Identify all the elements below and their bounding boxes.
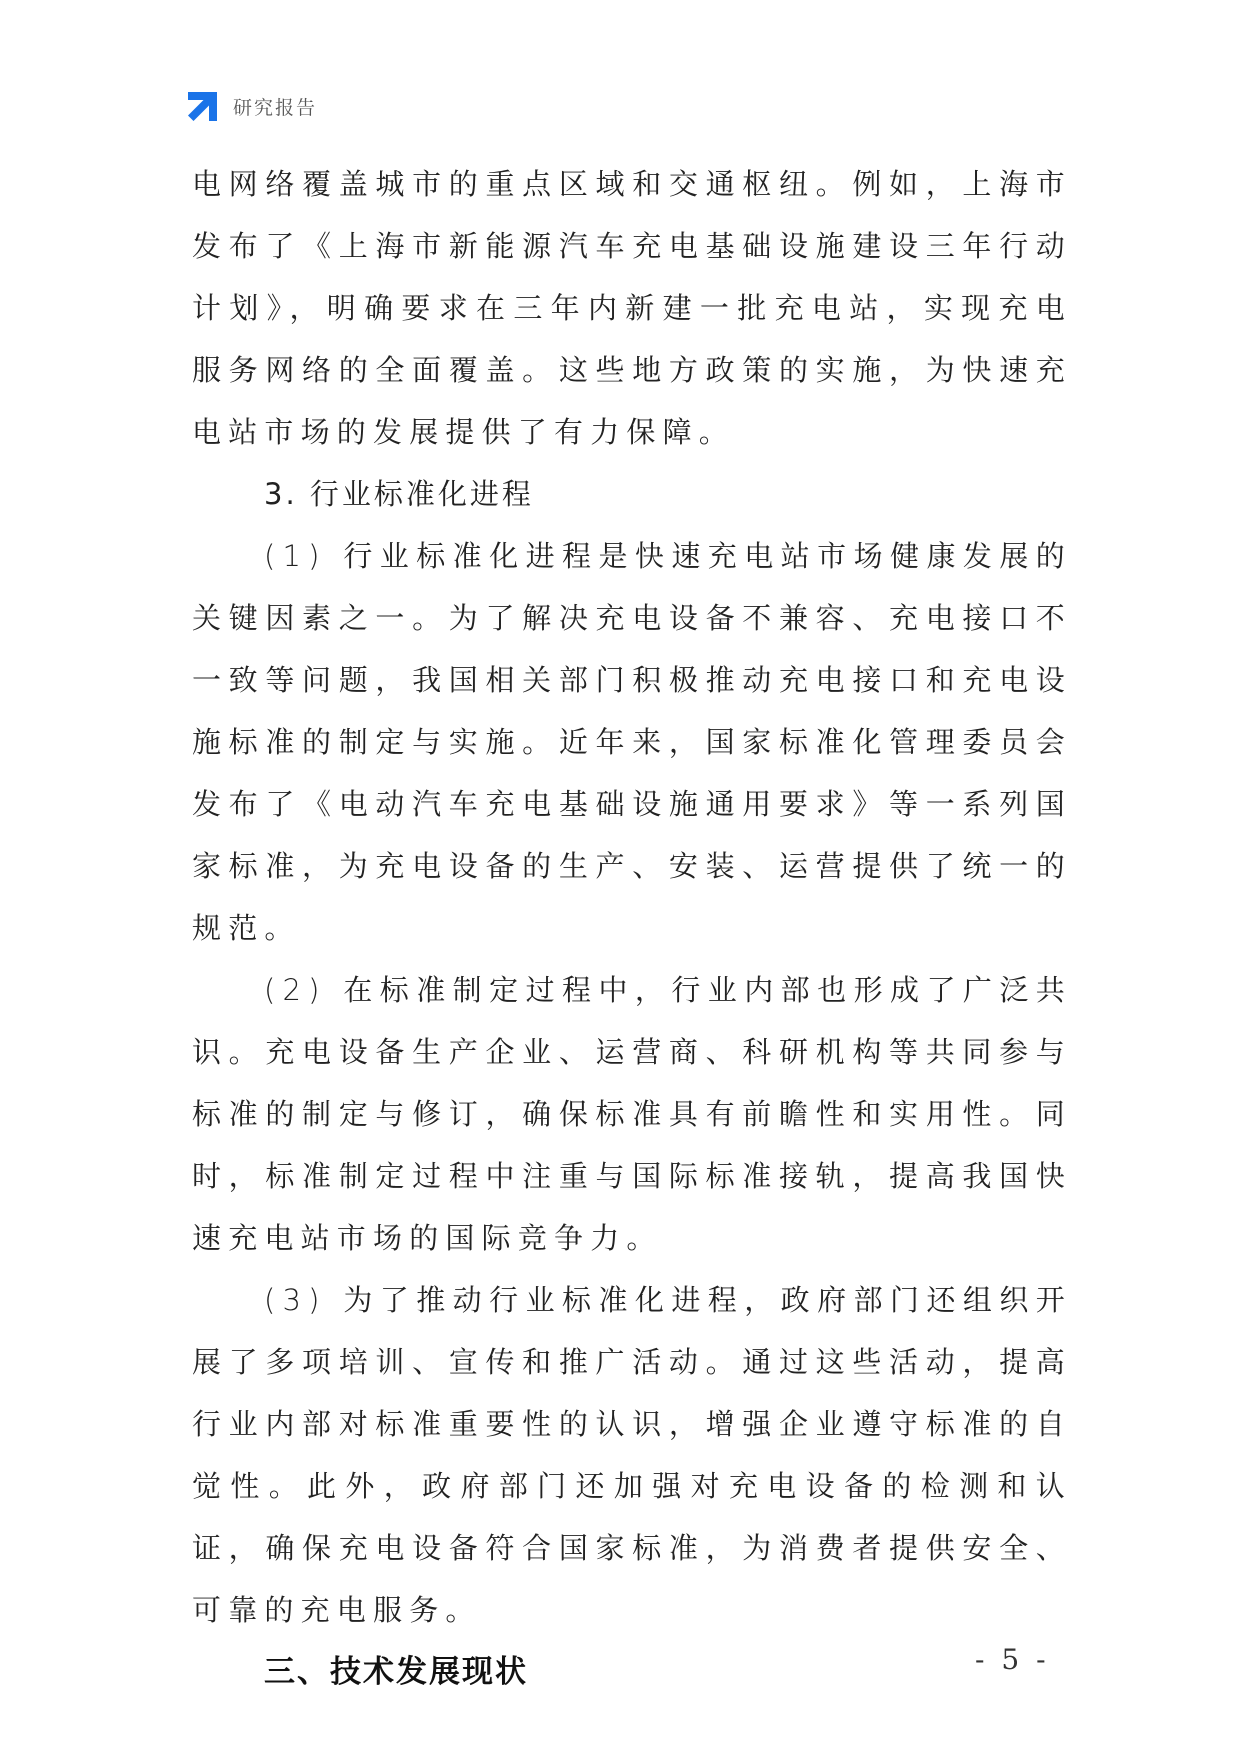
page-number: - 5 - bbox=[975, 1643, 1050, 1676]
header-title: 研究报告 bbox=[233, 96, 318, 119]
paragraph-1: (1) 行业标准化进程是快速充电站市场健康发展的关键因素之一。为了解决充电设备不兼容、充电接口不一致等问题，我国相关部门积极推动充电接口和充电设施标准的制定与实施。近年来，国家标准化管理委员会发布了《电动汽车充电基础设施通用要求》等一系列国家标准，为充电设备的生产、安装、运营提供了统一的规范。 bbox=[192, 539, 1072, 945]
continuation-paragraph: 电网络覆盖城市的重点区域和交通枢纽。例如，上海市发布了《上海市新能源汽车充电基础设施建设三年行动计划》，明确要求在三年内新建一批充电站，实现充电服务网络的全面覆盖。这些地方政策的实施，为快速充电站市场的发展提供了有力保障。 bbox=[192, 167, 1072, 449]
section-heading: 3. 行业标准化进程 bbox=[264, 477, 534, 511]
brand-arrow-icon bbox=[186, 90, 219, 123]
document-body bbox=[192, 153, 1072, 1703]
page-header bbox=[186, 88, 317, 124]
paragraph-2: (2) 在标准制定过程中，行业内部也形成了广泛共识。充电设备生产企业、运营商、科研机构等共同参与标准的制定与修订，确保标准具有前瞻性和实用性。同时，标准制定过程中注重与国际标准接轨，提高我国快速充电站市场的国际竞争力。 bbox=[192, 973, 1072, 1255]
chapter-heading: 三、技术发展现状 bbox=[264, 1654, 528, 1690]
paragraph-3: (3) 为了推动行业标准化进程，政府部门还组织开展了多项培训、宣传和推广活动。通过这些活动，提高行业内部对标准重要性的认识，增强企业遵守标准的自觉性。此外，政府部门还加强对充电设备的检测和认证，确保充电设备符合国家标准，为消费者提供安全、可靠的充电服务。 bbox=[192, 1283, 1072, 1627]
